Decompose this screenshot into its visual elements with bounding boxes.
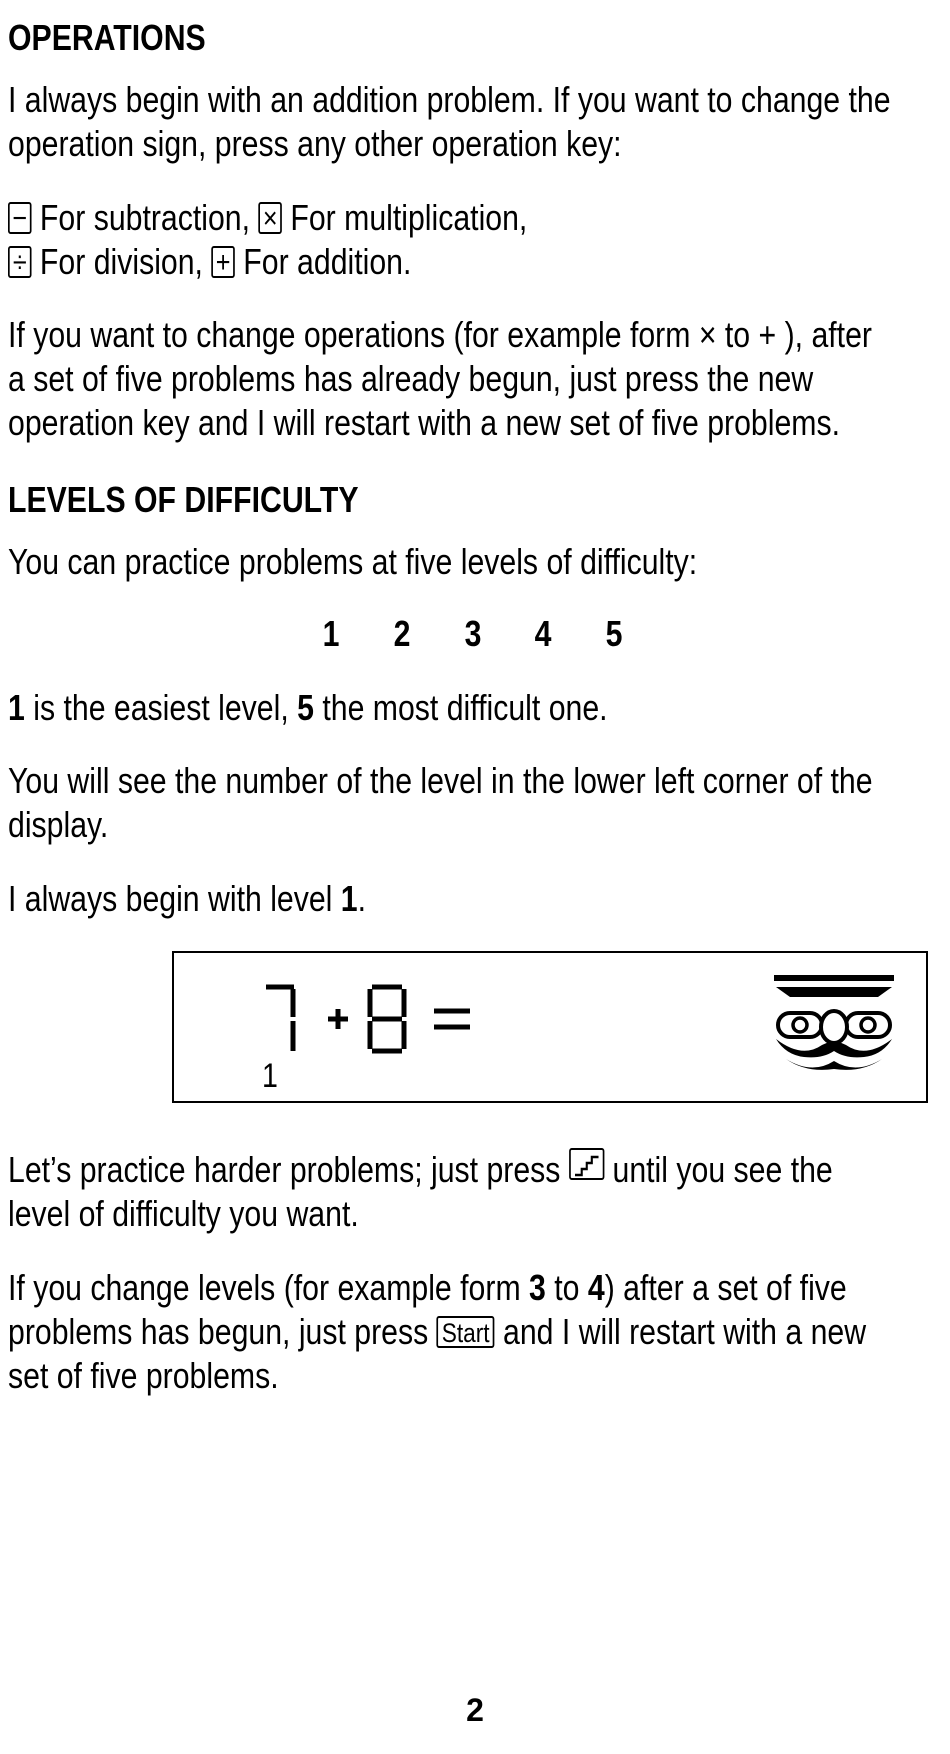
operation-keys-line1 bbox=[8, 196, 940, 240]
restart-line1 bbox=[8, 1266, 940, 1310]
levels-begin-period: . bbox=[357, 878, 367, 919]
levels-corner-line1: You will see the number of the level in the lower left corner of the bbox=[8, 760, 873, 801]
change-operations-line1: If you want to change operations (for example form × to + ), after bbox=[8, 314, 872, 355]
level-number-3: 3 bbox=[464, 613, 482, 654]
levels-intro: You can practice problems at five levels of difficulty: bbox=[8, 541, 698, 582]
face-with-glasses-and-moustache-icon bbox=[772, 973, 896, 1077]
change-operations-line2: a set of five problems has already begun, just press the new bbox=[8, 358, 814, 399]
lcd-display bbox=[172, 951, 928, 1103]
start-key-icon: Start bbox=[437, 1316, 495, 1348]
level-number-4: 4 bbox=[534, 613, 552, 654]
hardest-level-text: the most difficult one. bbox=[313, 687, 608, 728]
add-label: For addition. bbox=[243, 241, 412, 282]
restart-level-to: 4 bbox=[587, 1267, 605, 1308]
divide-label: For division, bbox=[39, 241, 203, 282]
restart-level-from: 3 bbox=[529, 1267, 546, 1308]
levels-corner-line2: display. bbox=[8, 804, 109, 845]
harder-line2: level of difficulty you want. bbox=[8, 1193, 359, 1234]
hardest-level-number: 5 bbox=[297, 687, 314, 728]
multiply-label: For multiplication, bbox=[290, 197, 528, 238]
easiest-level-text: is the easiest level, bbox=[24, 687, 298, 728]
restart-line2 bbox=[8, 1310, 940, 1354]
operation-keys-line2 bbox=[8, 240, 940, 284]
harder-line1-text-a: Let’s practice harder problems; just press bbox=[8, 1149, 561, 1190]
levels-begin-number: 1 bbox=[340, 878, 358, 919]
levels-begin-label: I always begin with level bbox=[8, 878, 341, 919]
staircase-icon bbox=[569, 1148, 604, 1180]
subtract-label: For subtraction, bbox=[39, 197, 251, 238]
level-number-1: 1 bbox=[322, 613, 340, 654]
levels-heading: LEVELS OF DIFFICULTY bbox=[8, 479, 359, 520]
restart-line1-e: ) after a set of five bbox=[604, 1267, 847, 1308]
subtract-key-icon: − bbox=[8, 202, 32, 234]
divide-key-icon: ÷ bbox=[8, 246, 32, 278]
page-number: 2 bbox=[466, 1692, 484, 1728]
levels-begin-text bbox=[8, 877, 940, 921]
operations-intro-line1: I always begin with an addition problem. If you want to change the bbox=[8, 79, 891, 120]
restart-line3: set of five problems. bbox=[8, 1355, 279, 1396]
harder-line1 bbox=[8, 1148, 940, 1192]
restart-line1-a: If you change levels (for example form bbox=[8, 1267, 530, 1308]
lcd-level-number: 1 bbox=[262, 1057, 278, 1095]
restart-line1-c: to bbox=[545, 1267, 588, 1308]
level-number-5: 5 bbox=[605, 613, 623, 654]
level-number-2: 2 bbox=[393, 613, 411, 654]
add-key-icon: + bbox=[211, 246, 235, 278]
multiply-key-icon: × bbox=[258, 202, 282, 234]
levels-numbers-row bbox=[8, 612, 942, 656]
operations-intro-line2: operation sign, press any other operation key: bbox=[8, 123, 622, 164]
operations-heading: OPERATIONS bbox=[8, 17, 206, 58]
levels-range-text bbox=[8, 686, 940, 730]
lcd-expression bbox=[262, 981, 482, 1057]
restart-line2-a: problems has begun, just press bbox=[8, 1311, 429, 1352]
change-operations-line3: operation key and I will restart with a new set of five problems. bbox=[8, 402, 840, 443]
restart-line2-b: and I will restart with a new bbox=[503, 1311, 867, 1352]
easiest-level-number: 1 bbox=[8, 687, 25, 728]
harder-line1-text-b: until you see the bbox=[612, 1149, 833, 1190]
